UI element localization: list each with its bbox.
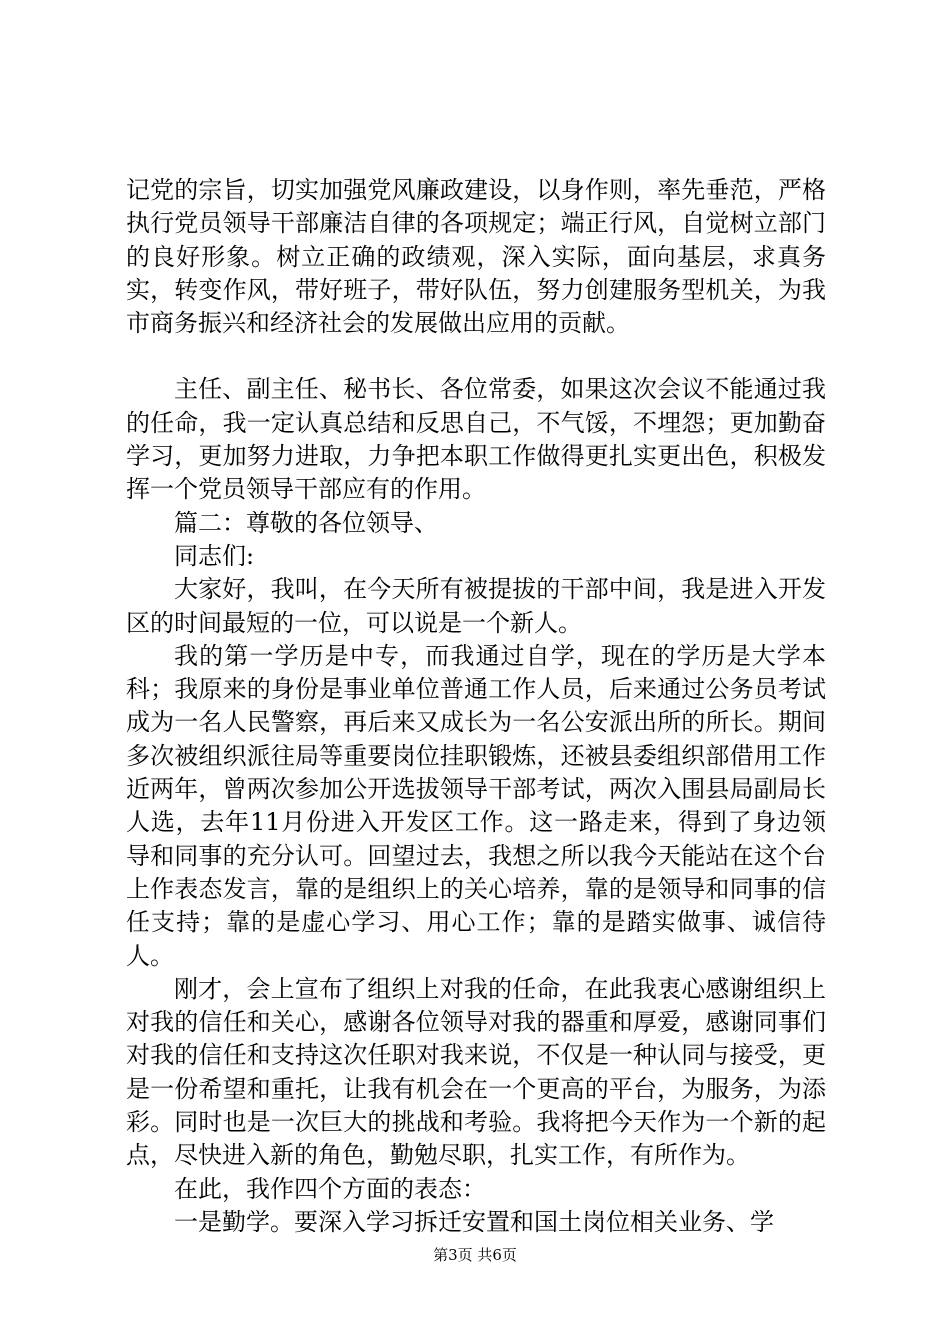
paragraph-4: 我的第一学历是中专，而我通过自学，现在的学历是大学本科；我原来的身份是事业单位普通工作人员，后来通过公务员考试成为一名人民警察，再后来又成长为一名公安派出所的所长。期间多次被组织派往局等重要岗位挂职锻炼，还被县委组织部借用工作近两年，曾两次参加公开选拔领导干部考试，两次入围县局副局长人选，去年11月份进入开发区工作。这一路走来，得到了身边领导和同事的充分认可。回望过去，我想之所以我今天能站在这个台上作表态发言，靠的是组织上的关心培养，靠的是领导和同事的信任支持；靠的是虚心学习、用心工作；靠的是踏实做事、诚信待人。 [126,641,826,970]
paragraph-6: 在此，我作四个方面的表态： [174,1174,486,1203]
paragraph-2: 主任、副主任、秘书长、各位常委，如果这次会议不能通过我的任命，我一定认真总结和反思自己，不气馁，不埋怨；更加勤奋学习，更加努力进取，力争把本职工作做得更扎实更出色，积极发挥一个党员领导干部应有的作用。 [126,375,826,504]
paragraph-3: 大家好，我叫，在今天所有被提拔的干部中间，我是进入开发区的时间最短的一位，可以说是一个新人。 [126,575,826,637]
salutation: 同志们: [174,541,255,570]
paragraph-5: 刚才，会上宣布了组织上对我的任命，在此我衷心感谢组织上对我的信任和关心，感谢各位领导对我的器重和厚爱，感谢同事们对我的信任和支持这次任职对我来说，不仅是一种认同与接受，更是一份希望和重托，让我有机会在一个更高的平台，为服务，为添彩。同时也是一次巨大的挑战和考验。我将把今天作为一个新的起点，尽快进入新的角色，勤勉尽职，扎实工作，有所作为。 [126,974,826,1170]
document-body [126,174,826,1239]
paragraph-7: 一是勤学。要深入学习拆迁安置和国土岗位相关业务、学 [174,1207,774,1236]
section-heading: 篇二：尊敬的各位领导、 [174,508,438,537]
page-number: 第3页 共6页 [433,1246,517,1264]
paragraph-spacer [126,340,826,373]
paragraph-1: 记党的宗旨，切实加强党风廉政建设，以身作则，率先垂范，严格执行党员领导干部廉洁自律的各项规定；端正行风，自觉树立部门的良好形象。树立正确的政绩观，深入实际，面向基层，求真务实，转变作风，带好班子，带好队伍，努力创建服务型机关，为我市商务振兴和经济社会的发展做出应用的贡献。 [126,176,826,338]
page-footer [0,1245,950,1265]
